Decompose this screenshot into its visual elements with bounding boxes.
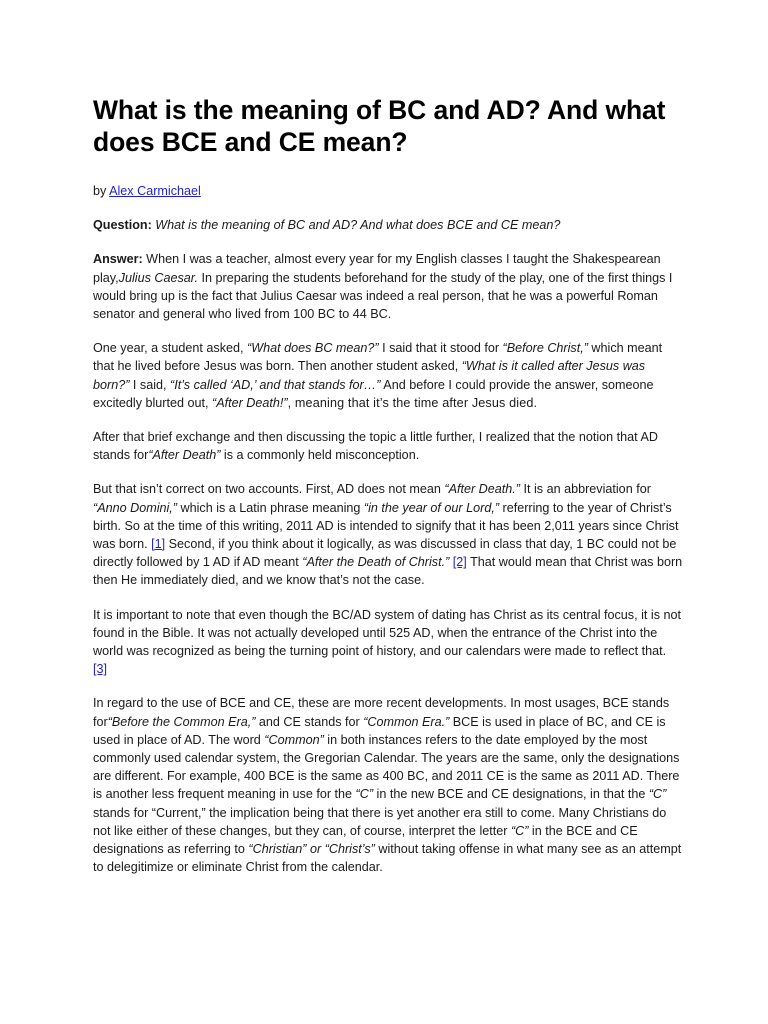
text-run: I said, xyxy=(129,377,171,392)
answer-paragraph-6 xyxy=(93,694,683,876)
text-run: When I was a teacher, almost every year for my English classes I taught the Shakespearean play, xyxy=(93,252,661,285)
text-run: But that isn’t correct on two accounts. First, AD does not mean xyxy=(93,482,445,497)
quote: “After the Death of Christ.” xyxy=(302,555,450,570)
byline-prefix: by xyxy=(93,184,110,198)
quote: “Common” xyxy=(264,732,324,747)
question-label: Question: xyxy=(93,218,152,233)
text-run: which meant that he lived before Jesus was born. Then another student asked, xyxy=(93,341,663,374)
text-run: After that brief exchange and then discussing the topic a little further, I realized that the notion that AD stands for xyxy=(93,430,658,463)
text-run: That would mean that Christ was born then He immediately died, and we know that’s not the case. xyxy=(93,555,683,588)
quote: “C” xyxy=(355,787,374,802)
byline xyxy=(93,182,683,200)
text-run: BCE is used in place of BC, and CE is used in place of AD. The word xyxy=(93,714,666,747)
answer-paragraph-4 xyxy=(93,480,683,589)
text-run: without taking offense in what many see as an attempt to delegitimize or eliminate Christ from the calendar. xyxy=(93,842,682,875)
text-run: in the new BCE and CE designations, in that the xyxy=(373,787,649,802)
footnote-link-1[interactable]: [1] xyxy=(151,537,166,552)
footnote-link-2[interactable]: [2] xyxy=(452,555,467,570)
play-title: Julius Caesar. xyxy=(118,270,198,285)
text-run: One year, a student asked, xyxy=(93,341,248,356)
quote: “Anno Domini,” xyxy=(93,500,177,515)
quote: “Before Christ,” xyxy=(502,341,588,356)
quote: “After Death” xyxy=(148,448,221,463)
quote: “After Death!” xyxy=(212,395,288,410)
answer-label: Answer: xyxy=(93,252,143,267)
text-run: In preparing the students beforehand for the study of the play, one of the first things I would bring up is the fact that Julius Caesar was indeed a real person, that he was a powerful Roman senator and general who lived from 100 BC to 44 BC. xyxy=(93,270,673,322)
quote: “It’s called ‘AD,’ and that stands for…” xyxy=(170,377,381,392)
quote: “Before the Common Era,” xyxy=(107,714,256,729)
page-title: What is the meaning of BC and AD? And what does BCE and CE mean? xyxy=(93,95,666,157)
text-run: And before I could provide the answer, someone excitedly blurted out, xyxy=(93,377,654,410)
text-run: , meaning that it’s the time after Jesus died. xyxy=(287,395,538,410)
text-run: in the BCE and CE designations as referring to xyxy=(93,823,638,857)
quote: “What is it called after Jesus was born?” xyxy=(93,359,646,392)
text-run: Second, if you think about it logically, as was discussed in class that day, 1 BC could not be directly followed by 1 AD if AD meant xyxy=(93,537,677,570)
answer-paragraph-3 xyxy=(93,428,683,464)
text-run: I said that it stood for xyxy=(378,341,503,356)
quote: “C” xyxy=(510,823,529,838)
answer-paragraph-2 xyxy=(93,339,683,412)
answer-paragraph-5 xyxy=(93,606,683,679)
quote: “After Death.” xyxy=(444,482,520,497)
footnote-link-3[interactable]: [3] xyxy=(93,662,108,677)
text-run: is a commonly held misconception. xyxy=(220,448,420,463)
text-run: which is a Latin phrase meaning xyxy=(177,500,364,515)
text-run: It is important to note that even though the BC/AD system of dating has Christ as its central focus, it is not found in the Bible. It was not actually developed until 525 AD, when the entrance of the Christ into the world was recognized as being the turning point of history, and our calendars were made to reflect that. xyxy=(93,607,681,659)
answer-paragraph-1 xyxy=(93,250,683,323)
text-run: stands for “Current,” the implication being that there is yet another era still to come. Many Christians do not like either of these changes, but they can, of course, interpret the letter xyxy=(93,805,667,838)
question-text: What is the meaning of BC and AD? And what does BCE and CE mean? xyxy=(155,218,561,233)
quote: “in the year of our Lord,” xyxy=(363,500,500,515)
article xyxy=(93,94,683,877)
quote: “Common Era.” xyxy=(363,714,450,729)
quote: “Christian” or “Christ’s” xyxy=(248,842,375,857)
author-link[interactable]: Alex Carmichael xyxy=(109,184,201,198)
question-paragraph xyxy=(93,216,683,234)
quote: “C” xyxy=(648,787,667,802)
text-run: and CE stands for xyxy=(255,714,364,729)
text-run: in both instances refers to the date employed by the most commonly used calendar system, the Gregorian Calendar. The years are the same, only the designations are different. For example, 400 BCE is the same as 400 BC, and 2011 CE is the same as 2011 AD. There is another less frequent meaning in use for the xyxy=(93,732,680,802)
text-run: In regard to the use of BCE and CE, these are more recent developments. In most usages, BCE stands for xyxy=(93,696,670,729)
text-run: referring to the year of Christ’s birth. So at the time of this writing, 2011 AD is intended to signify that it has been 2,011 years since Christ was born. xyxy=(93,500,679,552)
text-run: It is an abbreviation for xyxy=(519,482,651,497)
quote: “What does BC mean?” xyxy=(247,341,379,356)
